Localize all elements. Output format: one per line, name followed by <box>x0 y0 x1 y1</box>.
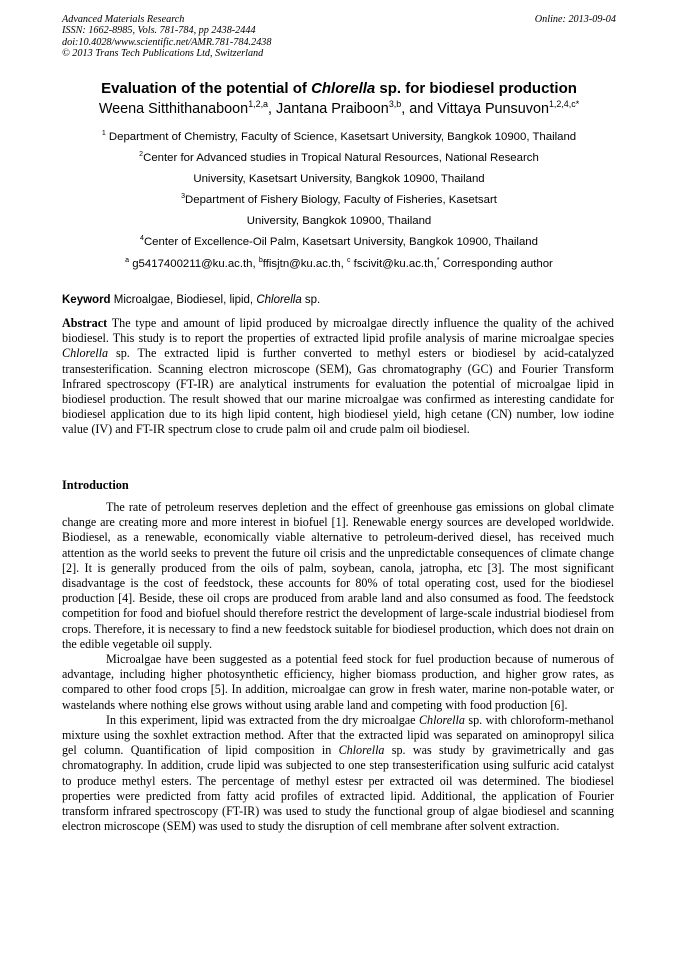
abstract <box>62 316 614 438</box>
copyright-line: © 2013 Trans Tech Publications Ltd, Switzerland <box>62 48 264 60</box>
online-date: Online: 2013-09-04 <box>534 14 616 25</box>
intro-paragraph-2: Microalgae have been suggested as a potential feed stock for fuel production because of numerous of advantage, including higher photosynthetic efficiency, higher biomass production, and higher grow rates, as compared to other food crops [5]. In addition, microalgae can grow in fresh water, marine non-potable water, or wastelands where nothing else grows without using arable land and competing with food production [6]. <box>62 652 614 712</box>
email-c: fscivit@ku.ac.th, <box>350 258 437 270</box>
journal-name: Advanced Materials Research <box>62 14 185 25</box>
email-c-sup: c <box>346 257 351 265</box>
title-species: Chlorella <box>311 80 376 97</box>
p3-text-a: In this experiment, lipid was extracted from the dry microalgae <box>106 712 419 727</box>
author-1-sup: 1,2,a <box>248 99 268 110</box>
keyword-text-end: sp. <box>301 294 321 306</box>
p3-species-1: Chlorella <box>418 712 465 727</box>
aff2-text: Center for Advanced studies in Tropical Natural Resources, National Research <box>143 152 539 164</box>
author-1: Weena Sitthithanaboon <box>98 101 249 117</box>
aff2-sup: 2 <box>139 151 144 159</box>
affiliation-2-cont: University, Kasetsart University, Bangkok 10900, Thailand <box>193 173 485 185</box>
affiliation-3-cont: University, Bangkok 10900, Thailand <box>246 215 432 227</box>
email-a-sup: a <box>125 257 130 265</box>
introduction-body <box>62 500 614 834</box>
email-b: ffisjtn@ku.ac.th, <box>262 258 347 270</box>
keyword-text: Microalgae, Biodiesel, lipid, <box>110 294 257 306</box>
p3-text-b: sp. with chloroform-methanol mixture using the soxhlet extraction method. After that the extracted lipid was separated on aminopropyl silica gel column. Quantification of lipid composition in <box>62 712 614 758</box>
aff1-sup: 1 <box>101 130 106 138</box>
p3-species-2: Chlorella <box>338 743 385 758</box>
keyword-species: Chlorella <box>256 294 302 306</box>
aff3-text: Department of Fishery Biology, Faculty of Fisheries, Kasetsart <box>185 194 497 206</box>
title-text-end: sp. for biodiesel production <box>375 80 577 97</box>
aff3-sup: 3 <box>181 193 186 201</box>
keywords <box>62 294 614 306</box>
journal-header <box>62 14 271 60</box>
abstract-label: Abstract <box>62 316 108 330</box>
aff4-sup: 4 <box>140 235 144 243</box>
issn-line: ISSN: 1662-8985, Vols. 781-784, pp 2438-2444 <box>62 25 256 37</box>
author-2: , Jantana Praiboon <box>268 101 389 117</box>
affiliation-4 <box>0 236 678 248</box>
section-heading-introduction: Introduction <box>62 478 129 492</box>
keyword-label: Keyword <box>62 294 111 306</box>
author-3-sup: 1,2,4,c* <box>548 99 580 110</box>
author-3: , and Vittaya Punsuvon <box>401 101 549 117</box>
email-line <box>0 258 678 270</box>
aff4-text: Center of Excellence-Oil Palm, Kasetsart University, Bangkok 10900, Thailand <box>143 236 538 248</box>
intro-paragraph-3 <box>62 713 614 835</box>
doi-line: doi:10.4028/www.scientific.net/AMR.781-784.2438 <box>62 36 272 48</box>
abstract-species: Chlorella <box>62 346 109 361</box>
intro-paragraph-1: The rate of petroleum reserves depletion and the effect of greenhouse gas emissions on global climate change are creating more and more interest in biofuel [1]. Renewable energy sources are developed worldwide. Biodiesel, as a renewable, economically viable alternative to petroleum-derived diesel, has received much attention as the world seeks to prevent the future oil crisis and the unpredictable consequences of climate change [2]. It is generally produced from the oils of palm, soybean, canola, jatropha, etc [3]. The most significant disadvantage is the cost of feedstock, these accounts for 80% of total operating cost, used for the biodiesel production [4]. Beside, these oil crops are produced from arable land and also consumed as food. The feedstock competition for food and biofuel should therefore restrict the development of large-scale industrial biodiesel from crops. Therefore, it is necessary to find a new feedstock suitable for biodiesel production, which does not drain on the edible vegetable oil supply. <box>62 500 614 651</box>
abstract-text: The type and amount of lipid produced by microalgae directly influence the quality of the achived biodiesel. This study is to report the properties of extracted lipid profile analysis of marine microalgae species <box>62 316 614 346</box>
email-b-sup: b <box>258 257 263 265</box>
affiliation-2 <box>0 152 678 164</box>
corresponding-star: * <box>436 257 440 265</box>
corresponding-label: Corresponding author <box>439 258 553 270</box>
author-2-sup: 3,b <box>388 99 402 110</box>
title-text: Evaluation of the potential of <box>101 80 312 97</box>
paper-title <box>0 80 678 97</box>
affiliation-3 <box>0 194 678 206</box>
aff1-text: Department of Chemistry, Faculty of Science, Kasetsart University, Bangkok 10900, Thailand <box>105 131 577 143</box>
affiliation-1 <box>0 131 678 143</box>
abstract-text-cont: sp. The extracted lipid is further converted to methyl esters or biodiesel by acid-catalyzed transesterification. Scanning electron microscope (SEM), Gas chromatography (GC) and Fourier Transform Infrared spectroscopy (FT-IR) are analytical instruments for evaluation the potential of microalgae lipid in biodiesel production. The result showed that our marine microalgae was confirmed as interesting candidate for biodiesel application due to its high lipid content, high biodiesel yield, high cetane (CN) number, low iodine value (IV) and FT-IR spectrum close to crude palm oil and crude palm oil biodiesel. <box>62 346 614 437</box>
author-list <box>0 101 678 117</box>
email-a: g5417400211@ku.ac.th, <box>129 258 259 270</box>
p3-text-c: sp. was study by gravimetrically and gas chromatography. In addition, crude lipid was subjected to one step transesterification using sulfuric acid catalyst to produce methyl esters. The percentage of methyl estesr per extracted oil was determined. The biodiesel properties were predicted from fatty acid profiles of extracted lipid. Additional, the application of Fourier transform infrared spectroscopy (FT-IR) was used to study the functional group of algae biodiesel and scanning electron microscope (SEM) was used to study the disruption of cell membrane after solvent extraction. <box>62 743 614 834</box>
